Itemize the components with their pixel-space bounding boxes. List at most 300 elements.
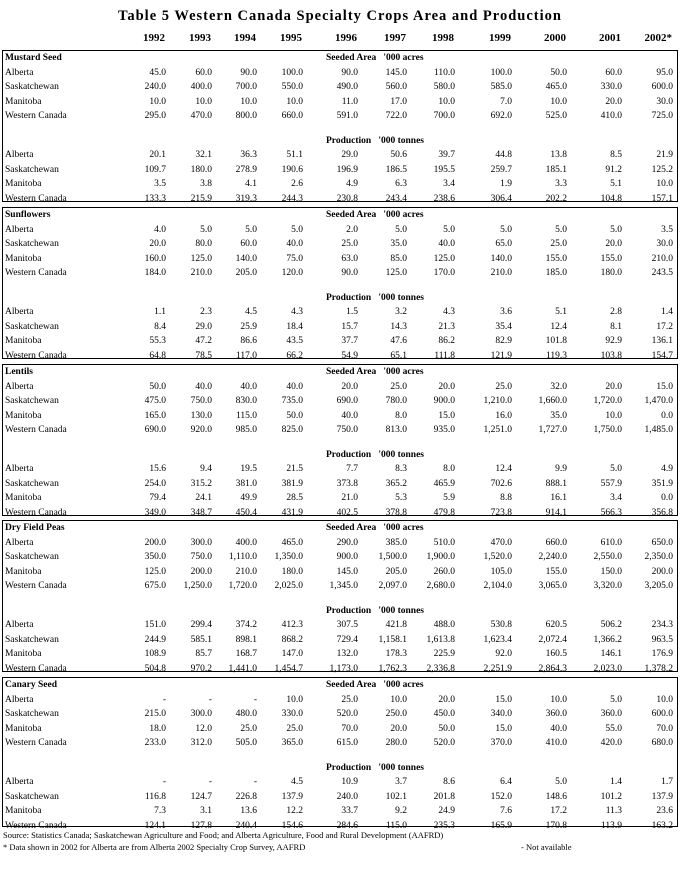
table-cell: 125.0	[144, 566, 166, 577]
table-cell: 520.0	[433, 738, 455, 748]
year-header: 2000	[544, 32, 566, 44]
table-cell: 3.4	[610, 493, 622, 503]
table-cell: 2,680.0	[426, 581, 455, 591]
table-cell: 109.7	[144, 164, 166, 175]
table-cell: 185.0	[545, 268, 567, 278]
table-cell: 3.5	[661, 224, 673, 235]
table-cell: 351.9	[651, 478, 673, 489]
table-cell: 700.0	[433, 111, 455, 121]
table-cell: 510.0	[433, 537, 455, 548]
production-header: Production '000 tonnes	[326, 449, 425, 460]
table-cell: 868.2	[281, 634, 303, 645]
table-cell: 146.1	[600, 649, 622, 659]
table-row	[3, 579, 677, 594]
table-row	[3, 775, 677, 790]
table-cell: 20.0	[341, 381, 358, 392]
table-cell: -	[208, 694, 212, 705]
table-cell: 70.0	[341, 723, 358, 734]
row-label: Alberta	[5, 620, 34, 630]
table-cell: 180.0	[190, 164, 212, 175]
footer	[3, 829, 572, 853]
table-cell: 243.5	[651, 268, 673, 278]
table-cell: 280.0	[385, 738, 407, 748]
table-cell: 160.0	[144, 253, 166, 264]
table-cell: 125.0	[385, 268, 407, 278]
table-cell: 465.9	[433, 478, 455, 489]
table-cell: 1,345.0	[329, 581, 358, 591]
table-cell: 410.0	[545, 738, 567, 748]
table-cell: 690.0	[336, 396, 358, 406]
table-cell: 675.0	[144, 581, 166, 591]
table-cell: 692.0	[490, 111, 512, 121]
table-cell: 10.9	[341, 777, 358, 787]
table-cell: 15.0	[656, 381, 673, 392]
table-cell: 50.0	[438, 723, 455, 734]
table-cell: 421.8	[385, 620, 407, 630]
table-cell: 5.0	[610, 694, 622, 705]
table-cell: 1,727.0	[538, 425, 567, 435]
table-cell: 900.0	[336, 552, 358, 562]
table-cell: 465.0	[545, 82, 567, 92]
table-cell: 226.8	[235, 791, 257, 802]
table-row	[3, 163, 677, 178]
table-cell: 370.0	[490, 738, 512, 748]
table-cell: 40.0	[286, 239, 303, 249]
not-available-note: - Not available	[521, 842, 572, 852]
table-cell: 100.0	[490, 67, 512, 78]
table-cell: 2,251.9	[483, 663, 512, 674]
table-cell: 402.5	[336, 507, 358, 518]
table-cell: 21.3	[438, 321, 455, 332]
table-cell: 66.2	[286, 350, 303, 361]
table-cell: 2.6	[291, 179, 303, 189]
table-cell: 21.9	[656, 150, 673, 160]
table-row	[3, 95, 677, 110]
crop-section	[2, 50, 678, 202]
source-note: Source: Statistics Canada; Saskatchewan Agriculture and Food; and Alberta Agriculture, Food and Rural Development (AAFRD)	[3, 830, 444, 840]
table-cell: 3.4	[443, 179, 455, 189]
table-cell: 17.2	[656, 321, 673, 332]
table-cell: 4.3	[443, 307, 455, 317]
table-cell: 385.0	[385, 537, 407, 548]
table-cell: 50.0	[286, 410, 303, 421]
table-cell: 2,023.0	[593, 663, 622, 674]
table-cell: 215.0	[144, 709, 166, 719]
table-cell: 356.8	[651, 507, 673, 518]
table-cell: 65.1	[390, 350, 407, 361]
table-row	[3, 477, 677, 492]
table-cell: 51.1	[286, 150, 303, 160]
table-cell: 15.6	[149, 464, 166, 474]
table-cell: 1,470.0	[644, 396, 673, 406]
table-cell: 244.3	[281, 193, 303, 204]
table-cell: 295.0	[144, 111, 166, 121]
row-label: Alberta	[5, 537, 34, 548]
row-label: Western Canada	[5, 425, 67, 435]
row-label: Alberta	[5, 777, 34, 787]
table-cell: 30.0	[656, 239, 673, 249]
table-row	[3, 693, 677, 708]
table-cell: 225.9	[433, 649, 455, 659]
table-cell: 151.0	[144, 620, 166, 630]
table-cell: 104.8	[600, 193, 622, 204]
table-cell: 506.2	[600, 620, 622, 630]
row-label: Alberta	[5, 224, 34, 235]
table-cell: 49.9	[240, 493, 257, 503]
table-row	[3, 409, 677, 424]
table-cell: 10.0	[286, 96, 303, 107]
row-label: Manitoba	[5, 723, 42, 734]
crop-name: Dry Field Peas	[5, 523, 65, 533]
table-cell: 825.0	[281, 425, 303, 435]
table-cell: 2.0	[346, 224, 358, 235]
table-cell: 330.0	[600, 82, 622, 92]
crop-name: Canary Seed	[5, 680, 57, 690]
table-cell: 16.1	[550, 493, 567, 503]
table-cell: 24.1	[195, 493, 212, 503]
table-cell: 6.3	[395, 179, 407, 189]
table-cell: 7.6	[500, 806, 512, 816]
table-cell: 17.0	[390, 96, 407, 107]
table-cell: 360.0	[600, 709, 622, 719]
production-header-row	[3, 761, 677, 776]
table-cell: 680.0	[651, 738, 673, 748]
table-cell: 35.0	[390, 239, 407, 249]
table-cell: 1,350.0	[274, 552, 303, 562]
table-cell: 45.0	[149, 67, 166, 78]
table-cell: 125.2	[651, 164, 673, 175]
table-cell: 170.8	[545, 820, 567, 831]
table-cell: 2,025.0	[274, 581, 303, 591]
table-cell: 3,205.0	[644, 581, 673, 591]
table-cell: 11.0	[341, 96, 358, 107]
section-header-row	[3, 208, 677, 223]
table-row	[3, 707, 677, 722]
table-cell: 180.0	[600, 268, 622, 278]
year-header-row	[0, 32, 680, 46]
table-cell: 1,251.0	[483, 425, 512, 435]
section-header-row	[3, 365, 677, 380]
table-cell: 155.0	[600, 253, 622, 264]
table-cell: 1,500.0	[378, 552, 407, 562]
table-cell: 25.0	[495, 381, 512, 392]
table-cell: 150.0	[600, 566, 622, 577]
table-cell: 660.0	[281, 111, 303, 121]
table-cell: 4.0	[154, 224, 166, 235]
table-cell: 750.0	[190, 552, 212, 562]
row-label: Alberta	[5, 150, 34, 160]
production-header-row	[3, 134, 677, 149]
table-cell: 1.9	[500, 179, 512, 189]
table-cell: -	[162, 777, 166, 787]
table-cell: 63.0	[341, 253, 358, 264]
year-header: 2002*	[644, 32, 672, 44]
table-cell: 50.0	[550, 67, 567, 78]
table-cell: 240.0	[336, 791, 358, 802]
table-cell: 121.9	[490, 350, 512, 361]
table-cell: 155.0	[545, 253, 567, 264]
table-cell: 5.0	[245, 224, 257, 235]
table-row	[3, 618, 677, 633]
table-cell: -	[162, 694, 166, 705]
table-cell: 1,366.2	[593, 634, 622, 645]
table-cell: 95.0	[656, 67, 673, 78]
table-cell: 90.0	[341, 268, 358, 278]
table-cell: 132.0	[336, 649, 358, 659]
row-label: Alberta	[5, 67, 34, 78]
table-cell: 1.1	[154, 307, 166, 317]
crop-section	[2, 520, 678, 672]
table-cell: -	[253, 694, 257, 705]
table-cell: 250.0	[385, 709, 407, 719]
table-cell: 12.4	[495, 464, 512, 474]
table-cell: 1,158.1	[378, 634, 407, 645]
table-cell: 10.0	[656, 179, 673, 189]
table-cell: 17.2	[550, 806, 567, 816]
table-cell: 25.0	[390, 381, 407, 392]
table-row	[3, 223, 677, 238]
table-cell: 116.8	[144, 791, 166, 802]
table-cell: 5.3	[395, 493, 407, 503]
table-cell: 580.0	[433, 82, 455, 92]
row-label: Western Canada	[5, 820, 67, 831]
table-cell: 723.8	[490, 507, 512, 518]
table-cell: 196.9	[336, 164, 358, 175]
table-cell: 3,320.0	[593, 581, 622, 591]
table-cell: 254.0	[144, 478, 166, 489]
section-header-row	[3, 678, 677, 693]
table-cell: 20.0	[390, 723, 407, 734]
table-cell: 488.0	[433, 620, 455, 630]
table-cell: 505.0	[235, 738, 257, 748]
table-cell: 1,485.0	[644, 425, 673, 435]
table-cell: 2,072.4	[538, 634, 567, 645]
row-label: Manitoba	[5, 566, 42, 577]
table-cell: 25.0	[341, 239, 358, 249]
table-cell: 8.0	[443, 464, 455, 474]
year-header: 1995	[280, 32, 302, 44]
table-cell: 290.0	[336, 537, 358, 548]
table-cell: 1,173.0	[329, 663, 358, 674]
table-cell: 190.6	[281, 164, 303, 175]
table-cell: 21.5	[286, 464, 303, 474]
section-header-row	[3, 521, 677, 536]
table-cell: 520.0	[336, 709, 358, 719]
table-row	[3, 536, 677, 551]
crop-section	[2, 207, 678, 359]
table-cell: 8.5	[610, 150, 622, 160]
table-cell: 145.0	[385, 67, 407, 78]
table-cell: 5.0	[200, 224, 212, 235]
table-cell: 18.4	[286, 321, 303, 332]
table-cell: 365.2	[385, 478, 407, 489]
table-row	[3, 237, 677, 252]
table-cell: 103.8	[600, 350, 622, 361]
table-cell: 1.5	[346, 307, 358, 317]
table-cell: 92.9	[605, 336, 622, 346]
table-cell: 180.0	[281, 566, 303, 577]
table-cell: 5.1	[555, 307, 567, 317]
row-label: Alberta	[5, 381, 34, 392]
table-cell: 20.0	[605, 239, 622, 249]
table-row	[3, 266, 677, 281]
row-label: Manitoba	[5, 493, 42, 503]
table-row	[3, 394, 677, 409]
table-cell: 530.8	[490, 620, 512, 630]
table-cell: 33.7	[341, 806, 358, 816]
row-label: Alberta	[5, 464, 34, 474]
table-cell: 29.0	[195, 321, 212, 332]
table-cell: 20.0	[149, 239, 166, 249]
table-cell: 306.4	[490, 193, 512, 204]
table-cell: 202.2	[545, 193, 567, 204]
table-cell: 15.0	[495, 694, 512, 705]
table-cell: 1,762.3	[378, 663, 407, 674]
seeded-area-header: Seeded Area '000 acres	[326, 210, 424, 220]
table-cell: 23.6	[656, 806, 673, 816]
row-label: Saskatchewan	[5, 164, 59, 175]
table-cell: 1.7	[661, 777, 673, 787]
table-cell: 600.0	[651, 82, 673, 92]
table-cell: 1,441.0	[228, 663, 257, 674]
table-cell: 37.7	[341, 336, 358, 346]
table-row	[3, 647, 677, 662]
table-cell: 43.5	[286, 336, 303, 346]
table-cell: 165.9	[490, 820, 512, 831]
table-cell: 55.3	[149, 336, 166, 346]
table-cell: 28.5	[286, 493, 303, 503]
table-cell: 2,097.0	[378, 581, 407, 591]
table-cell: 19.5	[240, 464, 257, 474]
table-row	[3, 177, 677, 192]
table-cell: 178.3	[385, 649, 407, 659]
table-cell: 1,250.0	[183, 581, 212, 591]
table-cell: 10.0	[390, 694, 407, 705]
table-cell: 725.0	[651, 111, 673, 121]
table-cell: 60.0	[605, 67, 622, 78]
table-cell: 125.0	[433, 253, 455, 264]
table-cell: 40.0	[286, 381, 303, 392]
table-cell: 10.0	[438, 96, 455, 107]
table-cell: 148.6	[545, 791, 567, 802]
table-cell: 102.1	[385, 791, 407, 802]
table-cell: 44.8	[495, 150, 512, 160]
table-cell: 412.3	[281, 620, 303, 630]
row-label: Alberta	[5, 307, 34, 317]
table-cell: 200.0	[190, 566, 212, 577]
table-cell: 154.6	[281, 820, 303, 831]
table-title: Table 5 Western Canada Specialty Crops Area and Production	[118, 8, 562, 24]
table-cell: 20.0	[605, 96, 622, 107]
table-cell: 9.2	[395, 806, 407, 816]
table-cell: 349.0	[144, 507, 166, 518]
table-cell: 47.2	[195, 336, 212, 346]
table-cell: 935.0	[433, 425, 455, 435]
table-cell: 566.3	[600, 507, 622, 518]
table-cell: 1,660.0	[538, 396, 567, 406]
crop-name: Lentils	[5, 367, 33, 377]
table-cell: 650.0	[651, 537, 673, 548]
table-cell: 10.0	[605, 410, 622, 421]
table-row	[3, 550, 677, 565]
table-cell: 1,454.7	[274, 663, 303, 674]
table-cell: 244.9	[144, 634, 166, 645]
table-cell: 29.0	[341, 150, 358, 160]
table-cell: 137.9	[281, 791, 303, 802]
table-cell: 4.9	[346, 179, 358, 189]
table-cell: 4.5	[291, 777, 303, 787]
table-cell: 10.0	[149, 96, 166, 107]
table-cell: 40.0	[240, 381, 257, 392]
table-cell: 195.5	[433, 164, 455, 175]
seeded-area-header: Seeded Area '000 acres	[326, 680, 424, 690]
table-cell: 3.1	[200, 806, 212, 816]
table-cell: 12.4	[550, 321, 567, 332]
table-cell: 525.0	[545, 111, 567, 121]
table-cell: 133.3	[144, 193, 166, 204]
table-cell: 1,623.4	[483, 634, 512, 645]
row-label: Western Canada	[5, 507, 67, 518]
table-cell: 813.0	[385, 425, 407, 435]
section-header-row	[3, 51, 677, 66]
table-cell: 92.0	[495, 649, 512, 659]
table-cell: 1.4	[610, 777, 622, 787]
row-label: Alberta	[5, 694, 34, 705]
table-cell: 13.6	[240, 806, 257, 816]
table-cell: 374.2	[235, 620, 257, 630]
table-cell: 4.3	[291, 307, 303, 317]
table-cell: 970.2	[190, 663, 212, 674]
table-cell: 10.0	[240, 96, 257, 107]
table-cell: 147.0	[281, 649, 303, 659]
table-cell: 30.0	[656, 96, 673, 107]
table-cell: 119.3	[545, 350, 567, 361]
table-cell: 185.1	[545, 164, 567, 175]
table-row	[3, 66, 677, 81]
table-cell: 0.0	[661, 493, 673, 503]
table-row	[3, 305, 677, 320]
table-cell: 350.0	[144, 552, 166, 562]
table-cell: 243.4	[385, 193, 407, 204]
table-cell: 2,336.8	[426, 663, 455, 674]
table-cell: 5.0	[443, 224, 455, 235]
table-cell: 201.8	[433, 791, 455, 802]
table-cell: 90.0	[240, 67, 257, 78]
table-cell: 101.2	[600, 791, 622, 802]
table-cell: 127.8	[190, 820, 212, 831]
table-cell: 32.0	[550, 381, 567, 392]
table-cell: 490.0	[336, 82, 358, 92]
table-cell: 470.0	[190, 111, 212, 121]
table-cell: 113.9	[600, 820, 622, 831]
table-cell: 240.0	[144, 82, 166, 92]
table-cell: 800.0	[235, 111, 257, 121]
table-cell: 300.0	[190, 709, 212, 719]
table-cell: 10.0	[550, 694, 567, 705]
table-cell: 115.0	[235, 410, 257, 421]
table-cell: 117.0	[235, 350, 257, 361]
row-label: Manitoba	[5, 649, 42, 659]
table-cell: 70.0	[656, 723, 673, 734]
table-cell: 6.4	[500, 777, 512, 787]
table-cell: 3.7	[395, 777, 407, 787]
table-cell: 25.9	[240, 321, 257, 332]
table-cell: 60.0	[240, 239, 257, 249]
table-cell: 15.7	[341, 321, 358, 332]
table-cell: 900.0	[433, 396, 455, 406]
table-cell: 210.0	[490, 268, 512, 278]
table-cell: 39.7	[438, 150, 455, 160]
